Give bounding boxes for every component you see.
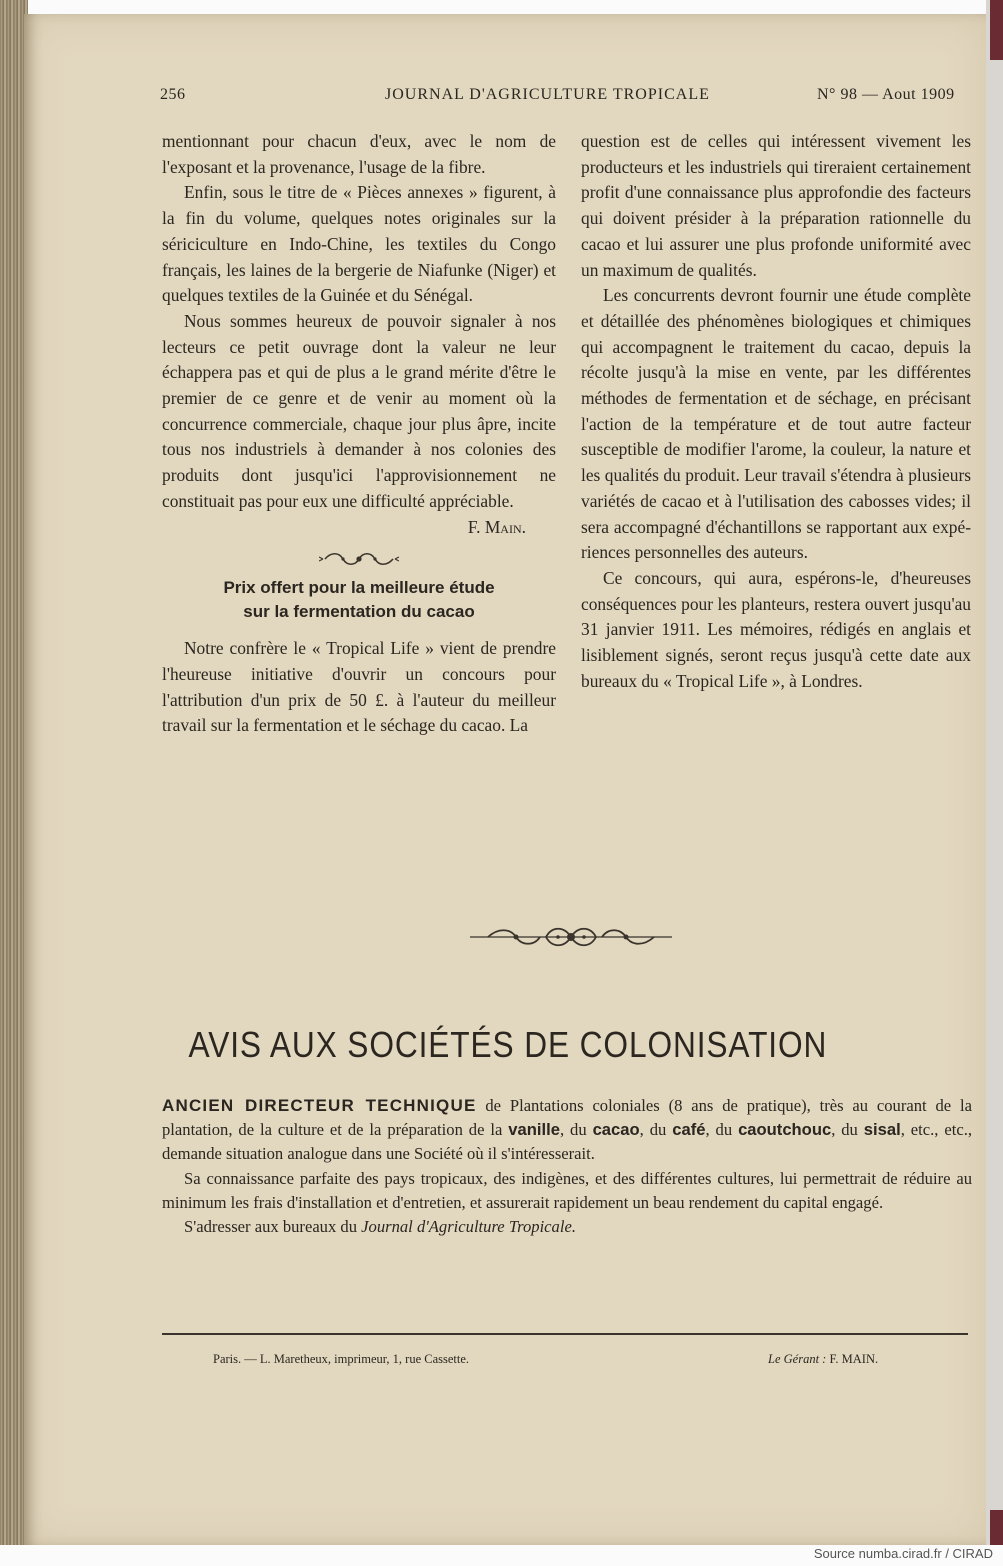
printer-line: Paris. — L. Maretheux, imprimeur, 1, rue Cassette. [213,1352,470,1366]
left-paragraph-2: Enfin, sous le titre de « Pièces annexes » figurent, à la fin du volume, quelques notes originales sur la sériciculture en Indo-Chine, les textiles du Congo français, les laines de la bergerie de Niafunke (Niger) et quelques textiles de la Guinée et du Sénégal. [162,182,556,306]
notice-keyword-vanille: vanille [508,1120,560,1140]
left-paragraph-1: mentionnant pour chacun d'eux, avec le nom de l'exposant et la provenance, l'usage de la fibre. [162,131,556,177]
page-number: 256 [160,86,186,103]
notice-body [162,1094,972,1239]
footer-rule [162,1333,968,1335]
notice-address-prefix: S'adresser aux bureaux du [184,1217,362,1237]
notice-paragraph-3 [162,1215,972,1239]
right-paragraph-1: question est de celles qui intéressent vivement les producteurs et les industriels qui tireraient certainement profit d'une connaissance plus approfondie des facteurs qui doivent présider à la préparation rationnelle du cacao et lui assurer une plus profonde uniformité avec un maximum de qualités. [581,131,971,280]
notice-text-3: , du [639,1120,673,1140]
right-paragraph-3: Ce concours, qui aura, espérons-le, d'heureuses conséquences pour les planteurs, restera ouvert jusqu'au 31 janvier 1911. Les mémoires, rédigés en anglais et lisiblement signés, seront reçus jusqu'à cette date aux bureaux du « Tropical Life », à Londres. [581,567,971,691]
notice-paragraph-2: Sa connaissance parfaite des pays tropicaux, des indigènes, et des différentes cultures, lui permettrait de réduire au minimum les frais d'installation et d'entretien, et assurerait rapidement un beau rendement du capital engagé. [162,1168,972,1212]
color-marker-bottom [990,1510,1003,1545]
notice-text-1: de Plantations coloniales (8 ans de pratique), très au courant de la plantation, de la culture et de la préparation de la [162,1096,972,1140]
notice-paragraph-1 [162,1094,972,1167]
journal-title: JOURNAL D'AGRICULTURE TROPICALE [385,86,710,103]
small-ornament-icon [162,550,556,568]
article-heading-line-1: Prix offert pour la meilleure étude [223,578,495,598]
gerant-name: F. MAIN. [826,1352,879,1366]
notice-keyword-cafe: café [672,1120,706,1140]
signature: F. Main. [467,516,526,537]
source-credit[interactable]: Source numba.cirad.fr / CIRAD [813,1546,993,1561]
left-paragraph-4: Notre confrère le « Tropical Life » vient de prendre l'heureuse initiative d'ouvrir un concours pour l'attribution d'un prix de 50 £. à l'auteur du meilleur travail sur la fermentation et le séchage du cacao. La [162,638,556,736]
notice-text-2: , du [559,1120,593,1140]
notice-lead: ANCIEN DIRECTEUR TECHNIQUE [162,1096,477,1115]
notice-keyword-sisal: sisal [863,1120,901,1140]
notice-keyword-caoutchouc: caoutchouc [738,1120,832,1140]
right-paragraph-2: Les concurrents devront fournir une étude complète et détaillée des phénomènes biologiques et chimiques qui accompagnent le traitement du cacao, depuis la récolte jusqu'à la mise en vente, par les différentes méthodes de fermentation et de séchage, en précisant l'action de la température et de tout autre facteur susceptible de modifier l'arome, la couleur, la nature et les qualités du produit. Leur travail s'étendra à plusieurs variétés de cacao et à l'utilisation des cabosses vides; il sera accompagné d'échantillons se rapportant aux expériences personnelles des auteurs. [581,285,971,563]
section-divider-ornament-icon [468,922,674,952]
notice-text-4: , du [705,1120,739,1140]
notice-text-5: , du [831,1120,864,1140]
issue-date: N° 98 — Aout 1909 [817,86,955,103]
article-heading [162,576,556,624]
left-paragraph-3: Nous sommes heureux de pouvoir signaler à nos lecteurs ce petit ouvrage dont la valeur ne leur échappera pas et qui de plus a le grand mérite d'être le premier de ce genre et de venir au moment où la concurrence commerciale, chaque jour plus âpre, incite tous nos industriels à demander à nos colonies des produits dont jusqu'ici l'approvisionnement ne constituait pas pour eux une difficulté appréciable. [162,310,556,511]
notice-keyword-cacao: cacao [592,1120,640,1140]
notice-title: AVIS AUX SOCIÉTÉS DE COLONISATION [188,1024,828,1065]
left-column [162,129,556,739]
gerant-line [768,1352,878,1367]
page-right-margin [986,0,1003,1545]
article-heading-line-2: sur la fermentation du cacao [243,602,475,622]
notice-text-6: , etc., etc., demande situation analogue dans une Société où il s'intéresserait. [162,1120,972,1164]
right-column [581,129,971,694]
color-marker-top [990,0,1003,60]
notice-journal-name: Journal d'Agriculture Tropicale. [361,1217,576,1237]
gerant-label: Le Gérant : [768,1352,827,1366]
